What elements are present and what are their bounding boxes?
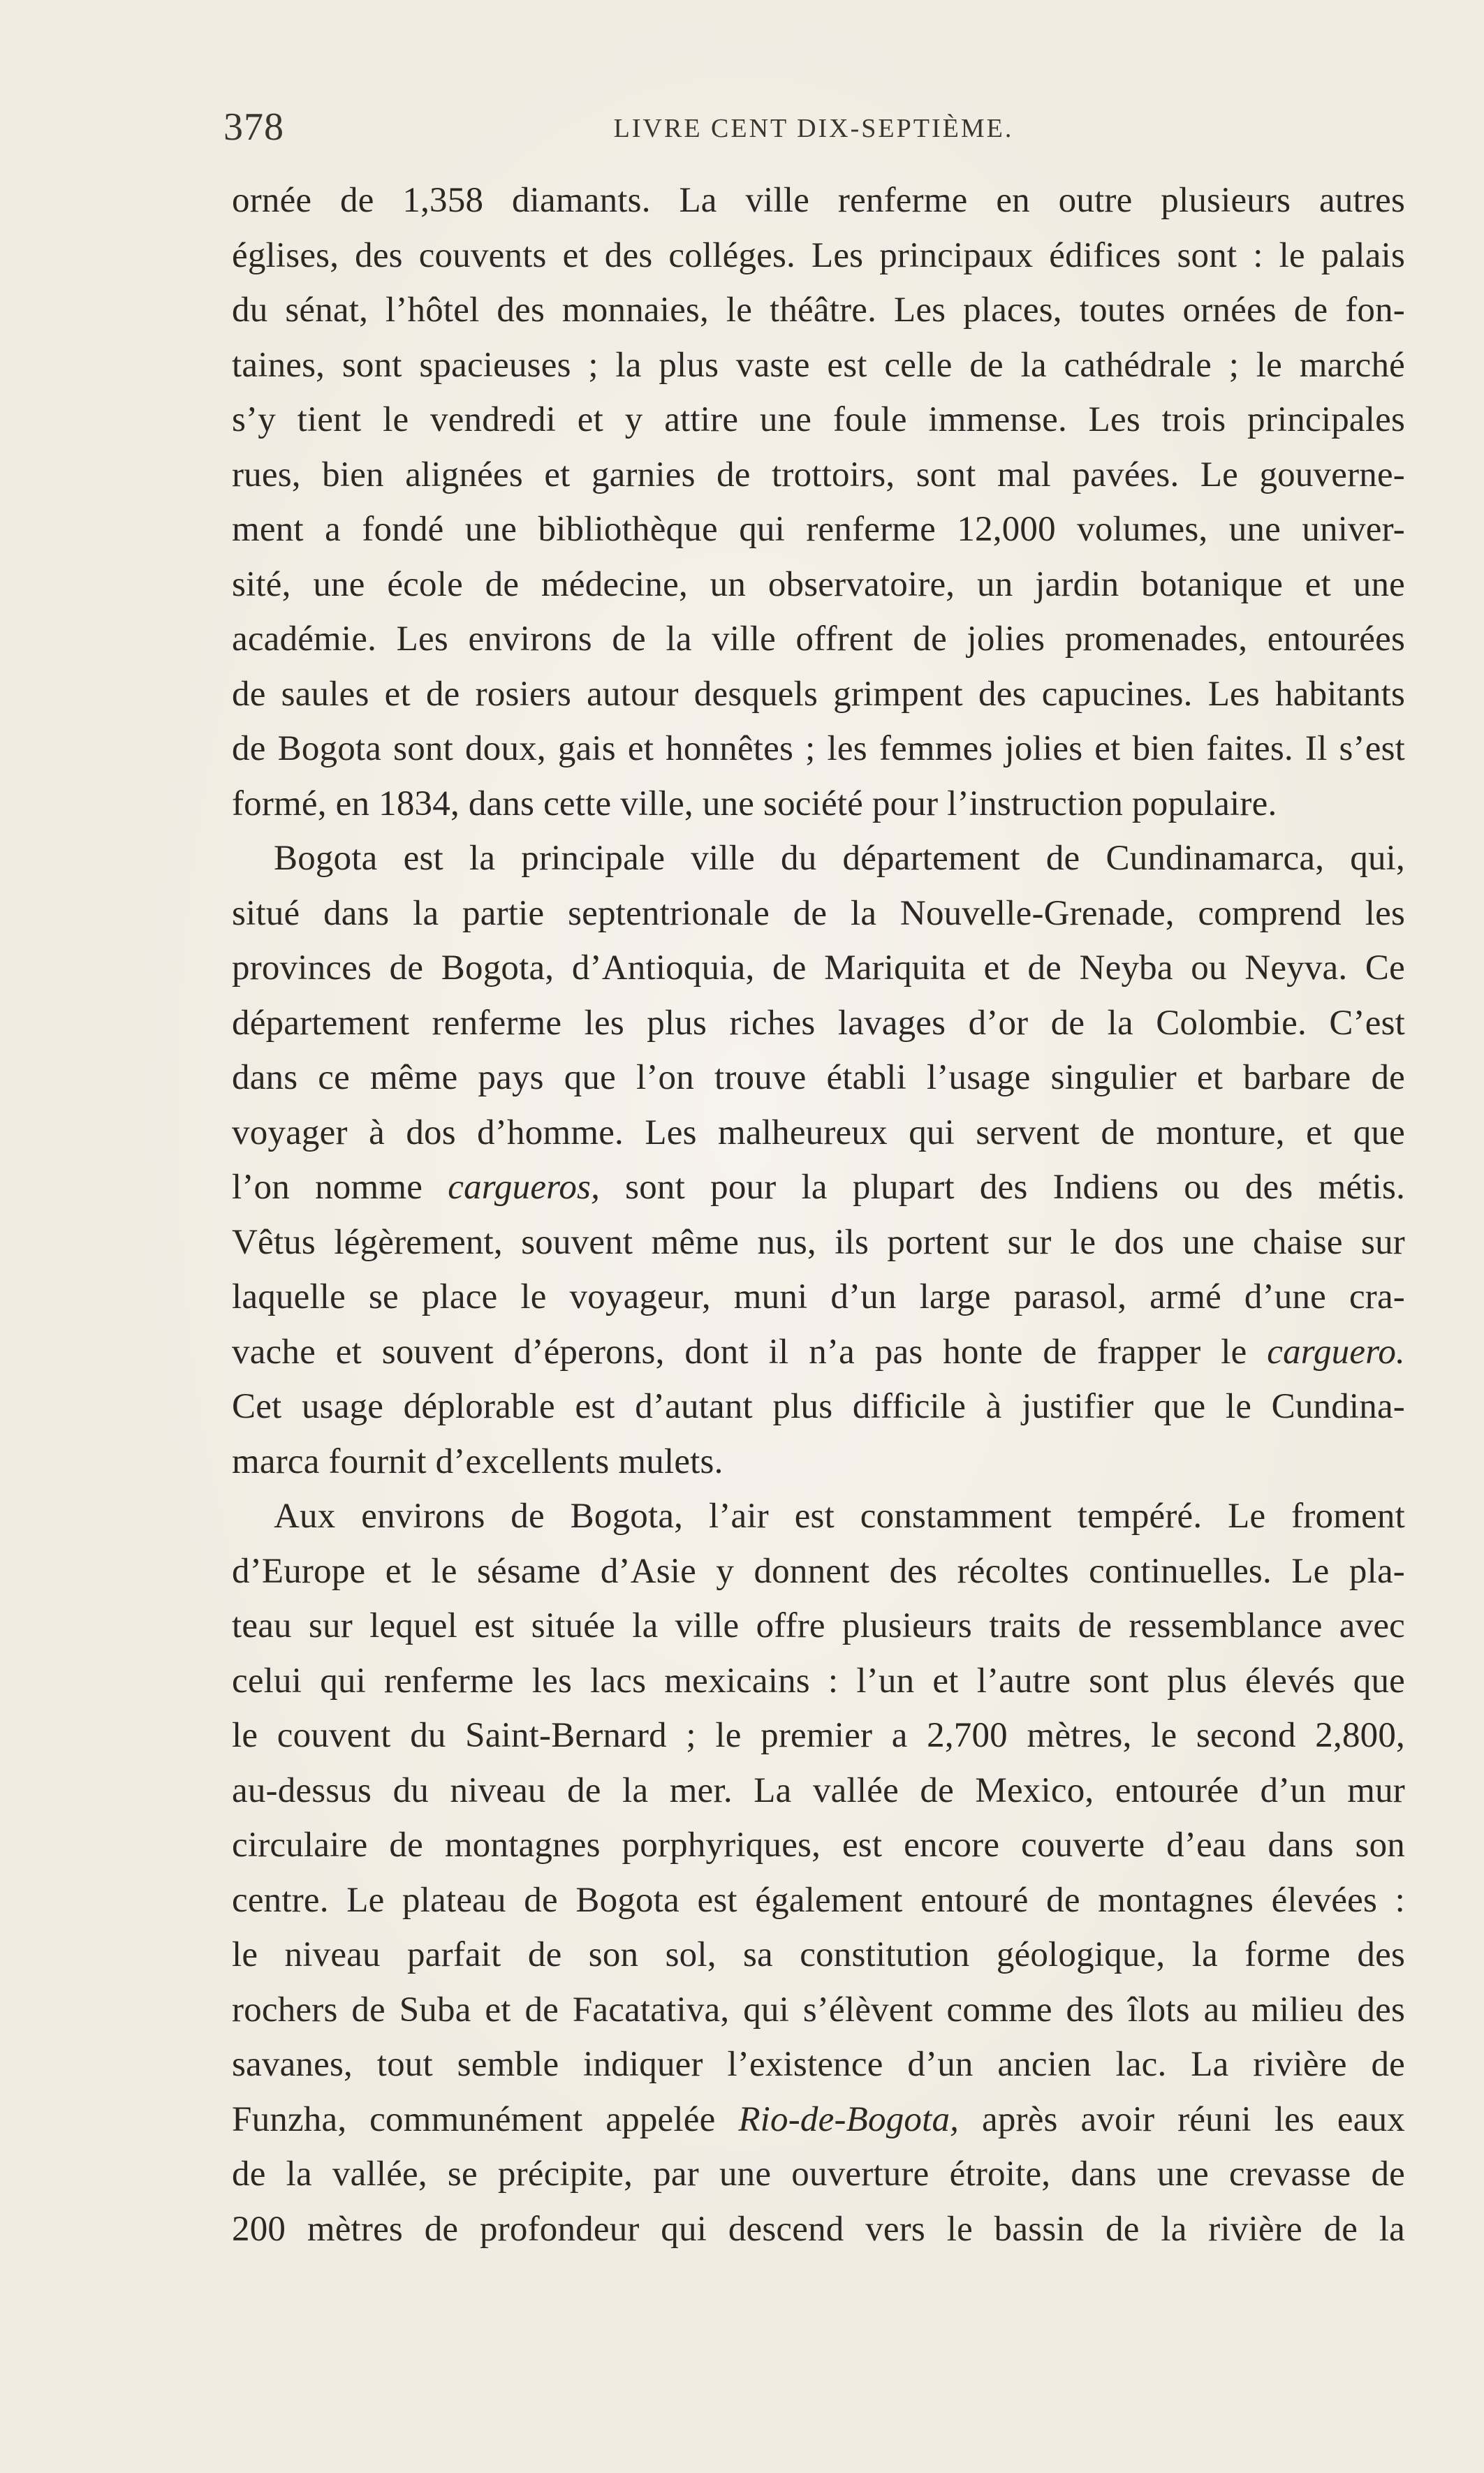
text-line: académie. Les environs de la ville offrent de jolies promenades, entourées (232, 619, 1405, 659)
text-line: au-dessus du niveau de la mer. La vallée de Mexico, entourée d’un mur (232, 1770, 1405, 1810)
text-segment: vache et souvent d’éperons, dont il n’a pas honte de frapper le (232, 1332, 1247, 1372)
text-line: taines, sont spacieuses ; la plus vaste est celle de la cathédrale ; le marché (232, 345, 1405, 385)
text-line: sité, une école de médecine, un observatoire, un jardin botanique et une (232, 564, 1405, 604)
text-line: rues, bien alignées et garnies de trottoirs, sont mal pavées. Le gouverne- (232, 455, 1405, 494)
running-head: LIVRE CENT DIX-SEPTIÈME. (613, 114, 1014, 143)
page-number: 378 (223, 105, 284, 149)
text-line: centre. Le plateau de Bogota est également entouré de montagnes élevées : (232, 1880, 1405, 1920)
paragraph-1 (232, 173, 1405, 831)
paragraph-3 (232, 1489, 1405, 2256)
text-line: ment a fondé une bibliothèque qui renferme 12,000 volumes, une univer- (232, 510, 1405, 549)
text-line: églises, des couvents et des colléges. Les principaux édifices sont : le palais (232, 235, 1405, 275)
text-line: formé, en 1834, dans cette ville, une société pour l’instruction populaire. (232, 784, 1277, 823)
text-line: le couvent du Saint-Bernard ; le premier a 2,700 mètres, le second 2,800, (232, 1716, 1405, 1755)
text-segment: Funzha, communément appelée (232, 2099, 716, 2139)
text-line: Cet usage déplorable est d’autant plus difficile à justifier que le Cundina- (232, 1387, 1405, 1426)
paragraph-2 (232, 831, 1405, 1489)
text-line: département renferme les plus riches lavages d’or de la Colombie. C’est (232, 1003, 1405, 1043)
text-line: 200 mètres de profondeur qui descend vers le bassin de la rivière de la (232, 2209, 1405, 2249)
text-line: circulaire de montagnes porphyriques, est encore couverte d’eau dans son (232, 1826, 1405, 1865)
italic-term: carguero. (1267, 1332, 1405, 1372)
text-line (232, 1325, 1405, 1380)
text-line: voyager à dos d’homme. Les malheureux qui servent de monture, et que (232, 1113, 1405, 1152)
italic-term: cargueros, (448, 1168, 601, 1207)
text-line: du sénat, l’hôtel des monnaies, le théâtre. Les places, toutes ornées de fon- (232, 291, 1405, 330)
text-segment: l’on nomme (232, 1168, 423, 1207)
text-line: situé dans la partie septentrionale de la Nouvelle-Grenade, comprend les (232, 893, 1405, 933)
text-line: savanes, tout semble indiquer l’existence d’un ancien lac. La rivière de (232, 2045, 1405, 2084)
text-line: Vêtus légèrement, souvent même nus, ils portent sur le dos une chaise sur (232, 1222, 1405, 1262)
text-line: de la vallée, se précipite, par une ouverture étroite, dans une crevasse de (232, 2155, 1405, 2194)
italic-term: Rio-de-Bogota, (738, 2099, 960, 2139)
text-line: s’y tient le vendredi et y attire une foule immense. Les trois principales (232, 400, 1405, 439)
body-text (232, 173, 1405, 2256)
text-line: dans ce même pays que l’on trouve établi l’usage singulier et barbare de (232, 1058, 1405, 1097)
text-segment: sont pour la plupart des Indiens ou des métis. (625, 1168, 1406, 1207)
text-line: d’Europe et le sésame d’Asie y donnent des récoltes continuelles. Le pla- (232, 1551, 1405, 1591)
text-line (232, 2092, 1405, 2148)
text-line: celui qui renferme les lacs mexicains : l’un et l’autre sont plus élevés que (232, 1661, 1405, 1701)
text-line: Bogota est la principale ville du département de Cundinamarca, qui, (274, 839, 1405, 878)
text-line: Aux environs de Bogota, l’air est constamment tempéré. Le froment (274, 1497, 1405, 1536)
text-line: de saules et de rosiers autour desquels grimpent des capucines. Les habitants (232, 674, 1405, 714)
text-line: teau sur lequel est située la ville offre plusieurs traits de ressemblance avec (232, 1606, 1405, 1645)
text-line: le niveau parfait de son sol, sa constitution géologique, la forme des (232, 1935, 1405, 1974)
text-line: de Bogota sont doux, gais et honnêtes ; les femmes jolies et bien faites. Il s’est (232, 729, 1405, 768)
text-line (232, 1160, 1405, 1215)
page-header (223, 105, 1404, 154)
text-line: rochers de Suba et de Facatativa, qui s’élèvent comme des îlots au milieu des (232, 1990, 1405, 2030)
text-line: laquelle se place le voyageur, muni d’un large parasol, armé d’une cra- (232, 1277, 1405, 1316)
text-line: ornée de 1,358 diamants. La ville renferme en outre plusieurs autres (232, 181, 1405, 220)
text-segment: après avoir réuni les eaux (982, 2099, 1405, 2139)
text-line: provinces de Bogota, d’Antioquia, de Mariquita et de Neyba ou Neyva. Ce (232, 948, 1405, 988)
text-line: marca fournit d’excellents mulets. (232, 1441, 723, 1481)
